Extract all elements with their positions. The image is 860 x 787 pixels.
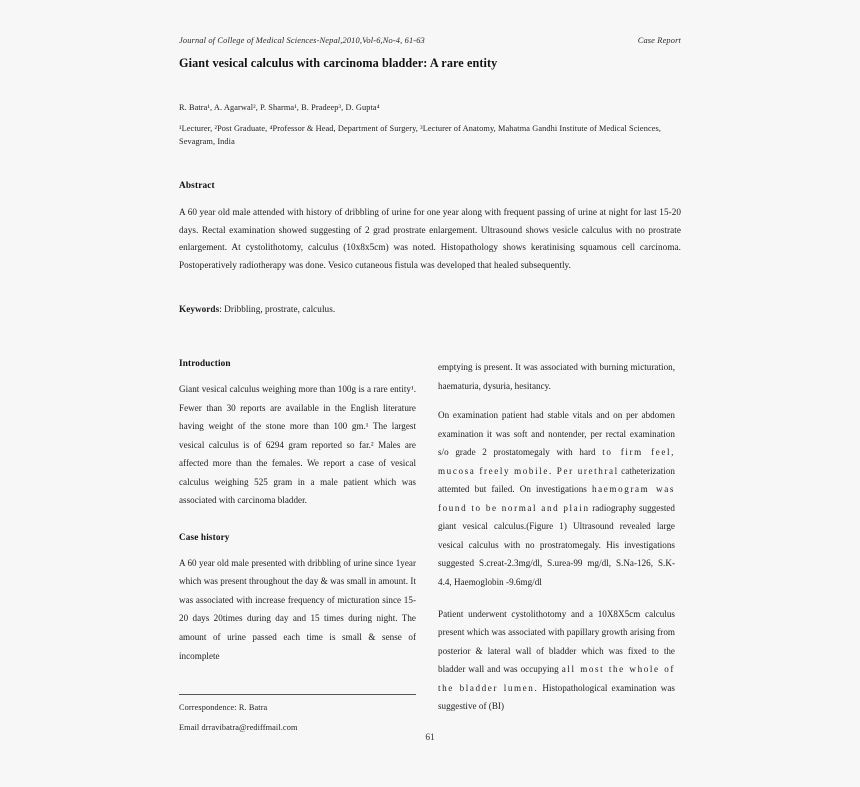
keywords-line bbox=[179, 301, 681, 318]
introduction-paragraph: Giant vesical calculus weighing more than 100g is a rare entity¹. Fewer than 30 reports are available in the English literature having weight of the stone more than 100 gm.¹ The largest vesical calculus is of 6294 gram reported so far.² Males are affected more than the females. We report a case of vesical calculus weighing 525 gram in a male patient which was associated with carcinoma bladder. bbox=[179, 384, 416, 506]
right-paragraph-3 bbox=[438, 605, 675, 716]
right-paragraph-2-part-b: to firm feel, mucosa freely mobile. Per urethral bbox=[438, 447, 675, 476]
keywords-value: : Dribbling, prostrate, calculus. bbox=[219, 303, 336, 314]
keywords-label: Keywords bbox=[179, 303, 220, 314]
left-column bbox=[179, 358, 416, 665]
page-number: 61 bbox=[425, 733, 435, 743]
right-paragraph-3-part-a: Patient underwent cystolithotomy and a 10X8X5cm calculus present which was associated with papillary growth arising from posterior & lateral wall of bladder which was fixed to the bladder wall and was occupying bbox=[438, 608, 675, 675]
journal-citation-line: Journal of College of Medical Sciences-Nepal,2010,Vol-6,No-4, 61-63 bbox=[179, 36, 425, 45]
right-paragraph-2-part-a: On examination patient had stable vitals and on per abdomen examination it was soft and nontender, per rectal examination s/o grade 2 prostatomegaly with hard bbox=[438, 410, 675, 458]
article-header-block bbox=[179, 36, 681, 339]
right-paragraph-2-part-c: catheterization attemted but failed. On investigations bbox=[438, 465, 675, 495]
correspondence-block bbox=[179, 694, 416, 735]
case-history-paragraph: A 60 year old male presented with dribbling of urine since 1year which was present throughout the day & was small in amount. It was associated with increase frequency of micturation since 15-20 days 20times during day and 15 times during night. The amount of urine passed each time is small & sense of incomplete bbox=[179, 557, 416, 661]
right-column bbox=[438, 358, 675, 716]
right-paragraph-2 bbox=[438, 406, 675, 591]
affiliation-list: ¹Lecturer, ²Post Graduate, ⁴Professor & Head, Department of Surgery, ³Lecturer of Anatomy, Mahatma Gandhi Institute of Medical Sciences, Sevagram, India bbox=[179, 124, 662, 147]
correspondence-name: Correspondence: R. Batra bbox=[179, 703, 268, 712]
running-head bbox=[179, 36, 681, 45]
right-paragraph-3-part-b: all most the whole of the bladder lumen. bbox=[438, 664, 675, 693]
article-type-label: Case Report bbox=[637, 36, 681, 45]
correspondence-divider bbox=[179, 694, 416, 695]
page-title: Giant vesical calculus with carcinoma bladder: A rare entity bbox=[179, 56, 498, 70]
abstract-text: A 60 year old male attended with history of dribbling of urine for one year along with frequent passing of urine at night for last 15-20 days. Rectal examination showed suggesting of 2 grad prostrate enlargement. Ultrasound shows vesicle calculus with no prostrate enlargement. At cystolithotomy, calculus (10x8x5cm) was noted. Histopathology shows keratinising squamous cell carcinoma. Postoperatively radiotherapy was done. Vesico cutaneous fistula was developed that healed subsequently. bbox=[179, 206, 681, 270]
right-paragraph-1: emptying is present. It was associated with burning micturation, haematuria, dysuria, hesitancy. bbox=[438, 362, 675, 391]
abstract-heading: Abstract bbox=[179, 180, 215, 191]
author-list: R. Batra¹, A. Agarwal², P. Sharma¹, B. Pradeep³, D. Gupta⁴ bbox=[179, 102, 380, 112]
right-paragraph-3-part-c: Histopathological examination was suggestive of (BI) bbox=[438, 682, 675, 712]
case-history-heading: Case history bbox=[179, 531, 230, 542]
two-column-body bbox=[179, 358, 685, 728]
correspondence-email[interactable]: Email drravibatra@rediffmail.com bbox=[179, 722, 298, 732]
right-paragraph-2-part-d: haemogram was found to be normal and plain bbox=[438, 484, 676, 513]
introduction-heading: Introduction bbox=[179, 358, 231, 368]
right-paragraph-2-part-e: radiography suggested giant vesical calculus.(Figure 1) Ultrasound revealed large vesical calculus with no prostratomegaly. His investigations suggested S.creat-2.3mg/dl, S.urea-99 mg/dl, S.Na-126, S.K-4.4, Haemoglobin -9.6mg/dl bbox=[438, 502, 675, 588]
